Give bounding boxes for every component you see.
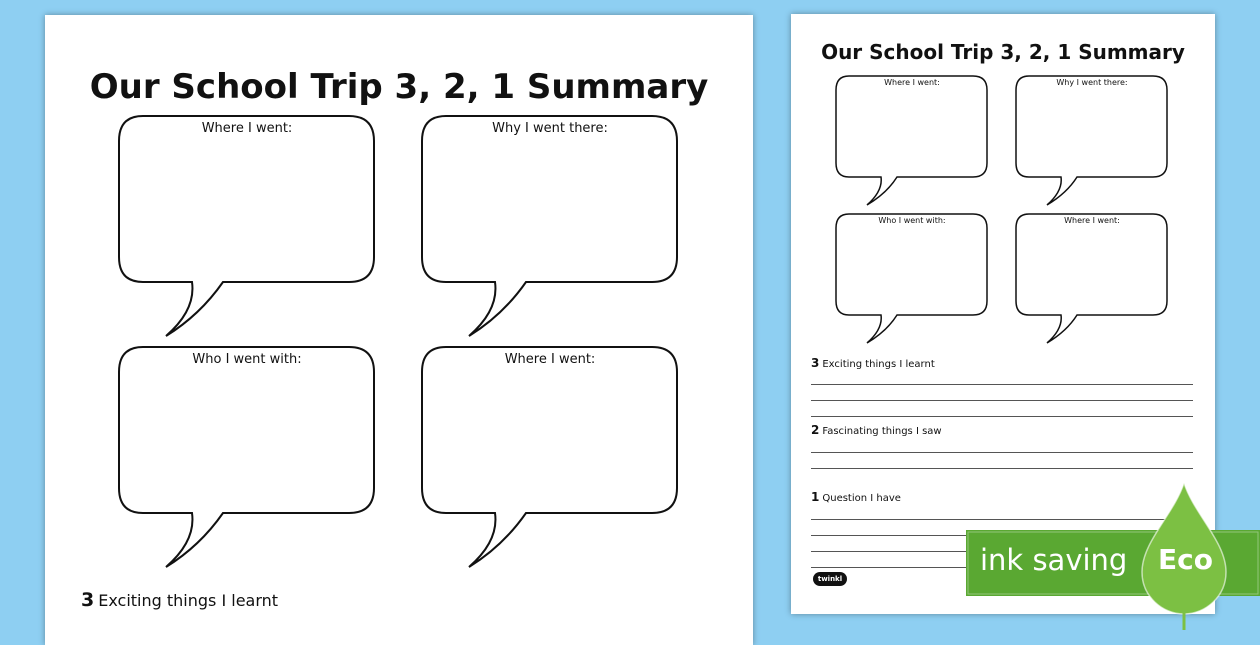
section-number: 3 <box>81 589 95 611</box>
speech-bubble-why <box>1015 75 1169 209</box>
speech-bubble-icon <box>421 346 679 584</box>
writing-line <box>811 468 1193 469</box>
eco-ink-saving-badge <box>966 480 1260 630</box>
section-fascinating-things <box>811 423 942 437</box>
speech-bubble-where-2 <box>421 346 679 584</box>
section-number: 3 <box>811 356 820 370</box>
section-number: 2 <box>811 423 820 437</box>
writing-line <box>811 400 1193 401</box>
twinkl-logo-icon: twinkl <box>813 572 847 586</box>
speech-bubble-icon <box>835 75 989 209</box>
section-text: Question I have <box>822 493 901 504</box>
section-exciting-things <box>81 589 278 611</box>
bubble-label-where-2: Where I went: <box>1064 216 1120 225</box>
speech-bubble-who <box>835 213 989 347</box>
section-number: 1 <box>811 490 820 504</box>
speech-bubble-where <box>835 75 989 209</box>
speech-bubble-icon <box>118 346 376 584</box>
left-worksheet-page <box>45 15 753 645</box>
writing-line <box>811 452 1193 453</box>
bubble-label-why: Why I went there: <box>1056 78 1128 87</box>
bubble-label-where-2: Where I went: <box>504 352 596 367</box>
bubble-label-where: Where I went: <box>884 78 940 87</box>
writing-line <box>811 384 1193 385</box>
speech-bubble-icon <box>835 213 989 347</box>
ink-saving-text: ink saving <box>980 543 1128 577</box>
speech-bubble-icon <box>1015 213 1169 347</box>
eco-text: Eco <box>1158 543 1213 576</box>
section-text: Exciting things I learnt <box>822 359 935 370</box>
bubble-label-who: Who I went with: <box>192 352 302 367</box>
speech-bubble-icon <box>421 115 679 353</box>
speech-bubble-why <box>421 115 679 353</box>
section-exciting-things <box>811 356 935 370</box>
bubble-label-who: Who I went with: <box>878 216 946 225</box>
writing-line <box>811 416 1193 417</box>
worksheet-title: Our School Trip 3, 2, 1 Summary <box>89 67 709 107</box>
section-question <box>811 490 901 504</box>
section-text: Fascinating things I saw <box>822 426 942 437</box>
section-text: Exciting things I learnt <box>98 591 279 610</box>
speech-bubble-icon <box>118 115 376 353</box>
speech-bubble-where-2 <box>1015 213 1169 347</box>
speech-bubble-who <box>118 346 376 584</box>
speech-bubble-icon <box>1015 75 1169 209</box>
bubble-label-why: Why I went there: <box>492 121 608 136</box>
bubble-label-where: Where I went: <box>201 121 293 136</box>
worksheet-title: Our School Trip 3, 2, 1 Summary <box>821 40 1185 64</box>
speech-bubble-where <box>118 115 376 353</box>
